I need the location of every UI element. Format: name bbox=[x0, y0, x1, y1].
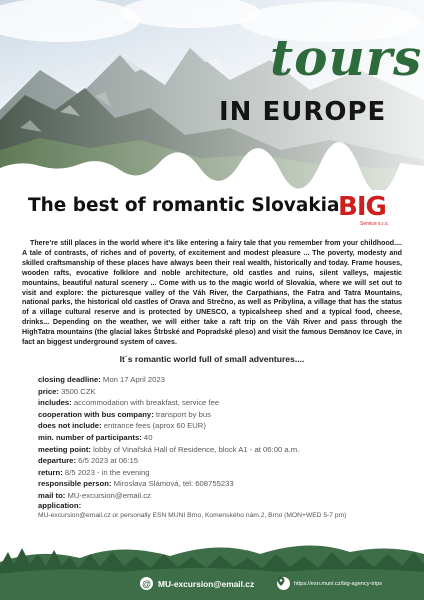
footer-email-text[interactable]: MU-excursion@email.cz bbox=[158, 578, 255, 589]
detail-label: mail to: bbox=[38, 490, 66, 500]
detail-label: meeting point: bbox=[38, 444, 91, 454]
intro-text: There’re still places in the world where it’s like entering a fairy tale that you remember from your childhood.... A tale of contrasts, of riches and of poverty, of excitement and modest pleasure ... The poverty, modesty and skilled craftsmanship of these places have always been their real wealth, historically and today. Frame houses, wooden rafts, evocative folklore and noble architecture, old castles and ruins, silent valleys, majestic mountains, beautiful natural scenery ... Come with us to the magic world of Slovakia, where we will set out to visit and explore: the picturesque valley of the Váh River, the Carpathians, the Fatra and Tatra Mountains, national parks, the historical old castles of Orava and Strečno, as well as Pribylina, a village that has the status of a village cultural reserve and is protected by UNESCO, a typicalsheep shed and a typical food, cheese, drinks... Depending on the weather, we will either take a raft trip on the Váh River and pass through the HighTatra mountains (the glacial lakes Štrbské and Popradské pleso) and visit the famous Demänov Ice Cave, in fact an biggest underground system of caves. bbox=[22, 239, 402, 347]
detail-label: price: bbox=[38, 386, 59, 396]
at-sign-icon: @ bbox=[140, 577, 153, 590]
detail-value: Mon 17 April 2023 bbox=[100, 375, 165, 384]
application-text: MU-excursion@email.cz or personally ESN MUNI Brno, Komenského nám.2, Brno (MON+WED 5-7 pm) bbox=[38, 512, 347, 519]
location-pin-icon bbox=[277, 577, 290, 590]
detail-row bbox=[38, 490, 408, 502]
detail-value: 3500 CZK bbox=[58, 386, 96, 396]
detail-value: accommodation with breakfast, service fee bbox=[71, 398, 220, 408]
detail-value: 40 bbox=[141, 432, 153, 442]
detail-label: does not include: bbox=[38, 421, 102, 431]
detail-row bbox=[38, 420, 408, 432]
detail-row bbox=[38, 455, 408, 467]
page-title: The best of romantic Slovakia bbox=[28, 195, 340, 216]
detail-label: cooperation with bus company: bbox=[38, 409, 154, 419]
detail-value: transport by bus bbox=[153, 409, 212, 419]
detail-label: return: bbox=[38, 467, 63, 477]
detail-value: 6/5 2023 at 06:15 bbox=[76, 456, 139, 466]
footer bbox=[0, 530, 424, 600]
hero-europe-word: IN EUROPE bbox=[219, 97, 387, 127]
detail-row bbox=[38, 467, 408, 479]
logo-big-text: BIG bbox=[338, 192, 386, 222]
tagline: It´s romantic world full of small adventures.... bbox=[119, 354, 305, 364]
footer-url[interactable] bbox=[277, 577, 382, 590]
footer-url-text[interactable]: https://esn.muni.cz/big-agency-trips bbox=[294, 580, 382, 587]
detail-row bbox=[38, 478, 408, 490]
trip-details bbox=[38, 374, 408, 502]
logo-sub-text: Service s.r.o. bbox=[360, 221, 389, 227]
detail-row bbox=[38, 397, 408, 409]
detail-label: min. number of participants: bbox=[38, 432, 142, 442]
detail-row bbox=[38, 374, 408, 386]
detail-value: Miroslava Slámová, tel: 608755233 bbox=[111, 479, 234, 489]
detail-row bbox=[38, 386, 408, 398]
detail-value: lobby of Vinařská Hall of Residence, block A1 - at 06:00 a.m. bbox=[90, 444, 300, 454]
footer-email[interactable] bbox=[140, 577, 254, 590]
detail-row bbox=[38, 409, 408, 421]
hero-banner bbox=[0, 0, 424, 190]
big-service-logo bbox=[338, 192, 398, 230]
detail-label: responsible person: bbox=[38, 479, 112, 489]
detail-value: entrance fees (aprox 60 EUR) bbox=[101, 421, 206, 431]
detail-label: includes: bbox=[38, 398, 72, 408]
hero-tours-word: tours bbox=[270, 28, 423, 87]
detail-label: closing deadline: bbox=[38, 375, 101, 384]
detail-label: departure: bbox=[38, 456, 77, 466]
application-label: application: bbox=[38, 501, 82, 510]
detail-row bbox=[38, 444, 408, 456]
detail-value-mail[interactable]: MU-excursion@email.cz bbox=[65, 490, 151, 500]
intro-paragraph bbox=[22, 239, 402, 348]
detail-value: 8/5 2023 - in the evening bbox=[62, 467, 150, 477]
detail-row bbox=[38, 432, 408, 444]
